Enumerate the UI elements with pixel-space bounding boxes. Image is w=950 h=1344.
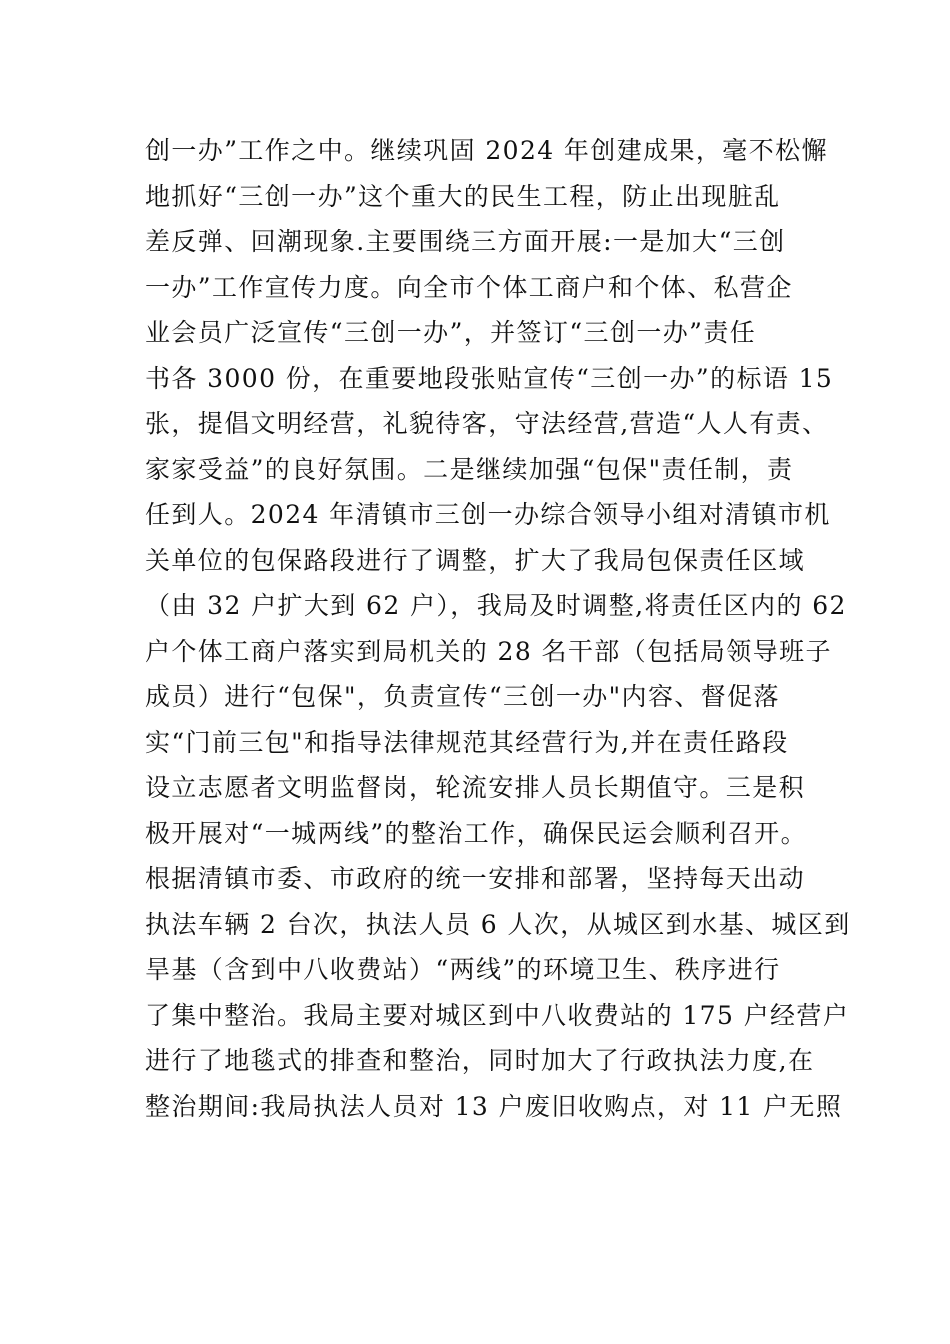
text-line: 旱基（含到中八收费站）“两线”的环境卫生、秩序进行 xyxy=(145,955,781,984)
body-text xyxy=(145,128,851,1129)
text-line: 户个体工商户落实到局机关的 28 名干部（包括局领导班子 xyxy=(145,636,832,666)
text-line: 根据清镇市委、市政府的统一安排和部署，坚持每天出动 xyxy=(145,864,806,893)
text-line: 任到人。2024 年清镇市三创一办综合领导小组对清镇市机 xyxy=(145,500,831,529)
text-line: 张，提倡文明经营，礼貌待客，守法经营,营造“人人有责、 xyxy=(145,409,829,438)
text-line: 书各 3000 份，在重要地段张贴宣传“三创一办”的标语 15 xyxy=(145,363,834,393)
text-line: 关单位的包保路段进行了调整，扩大了我局包保责任区域 xyxy=(145,545,806,575)
text-line: 家家受益”的良好氛围。二是继续加强“包保"责任制，责 xyxy=(145,454,794,484)
text-line: 进行了地毯式的排查和整治，同时加大了行政执法力度,在 xyxy=(145,1046,815,1075)
text-line: 了集中整治。我局主要对城区到中八收费站的 175 户经营户 xyxy=(145,1000,850,1030)
text-line: 极开展对“一城两线”的整治工作，确保民运会顺利召开。 xyxy=(145,818,807,848)
text-line: 一办”工作宣传力度。向全市个体工商户和个体、私营企 xyxy=(145,272,793,302)
text-line: 创一办”工作之中。继续巩固 2024 年创建成果，毫不松懈 xyxy=(145,136,828,165)
text-line: 地抓好“三创一办”这个重大的民生工程，防止出现脏乱 xyxy=(145,181,781,211)
text-line: 设立志愿者文明监督岗，轮流安排人员长期值守。三是积 xyxy=(145,773,806,802)
text-line: 实“门前三包"和指导法律规范其经营行为,并在责任路段 xyxy=(145,727,789,757)
text-line: 成员）进行“包保"，负责宣传“三创一办"内容、督促落 xyxy=(145,682,780,711)
text-line: （由 32 户扩大到 62 户），我局及时调整,将责任区内的 62 xyxy=(145,591,847,620)
text-line: 执法车辆 2 台次，执法人员 6 人次，从城区到水基、城区到 xyxy=(145,909,851,939)
text-line: 差反弹、回潮现象.主要围绕三方面开展:一是加大“三创 xyxy=(145,227,786,256)
text-line: 整治期间:我局执法人员对 13 户废旧收购点，对 11 户无照 xyxy=(145,1091,843,1121)
text-line: 业会员广泛宣传“三创一办”，并签订“三创一办”责任 xyxy=(145,318,757,347)
